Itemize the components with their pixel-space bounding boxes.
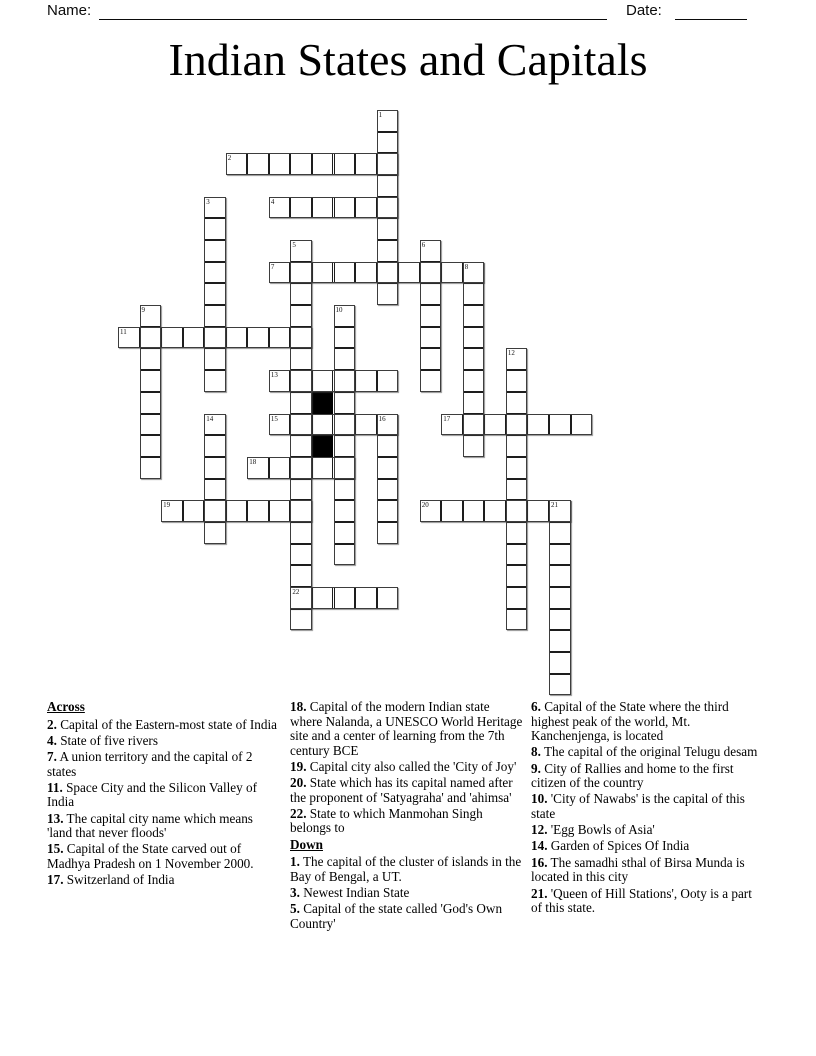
grid-cell[interactable] [290,262,312,284]
grid-cell[interactable] [334,435,356,457]
grid-cell[interactable] [377,587,399,609]
grid-cell[interactable] [398,262,420,284]
grid-cell[interactable] [204,348,226,370]
name-label: Name: [47,2,92,19]
clue-item: 13. The capital city name which means 'land that never floods' [47,810,253,841]
grid-cell[interactable] [140,327,162,349]
clue-item: 22. State to which Manmohan Singh belongs to [290,805,483,836]
grid-cell[interactable] [377,457,399,479]
grid-cell[interactable] [269,153,291,175]
grid-cell[interactable] [377,153,399,175]
clue-column [290,700,524,933]
grid-cell[interactable] [377,262,399,284]
clue-item: 21. 'Queen of Hill Stations', Ooty is a part of this state. [531,885,752,916]
grid-cell[interactable] [334,587,356,609]
grid-cell[interactable] [463,283,485,305]
grid-cell[interactable] [334,370,356,392]
cell-number: 15 [270,414,278,423]
grid-cell[interactable] [334,153,356,175]
grid-cell[interactable] [506,435,528,457]
grid-cell[interactable] [420,327,442,349]
grid-cell[interactable] [549,674,571,696]
clue-item: 5. Capital of the state called 'God's Own Country' [290,901,503,931]
clue-item: 6. Capital of the State where the third highest peak of the world, Mt. Kanchenjenga, is located [531,699,729,743]
cell-number: 8 [464,262,469,271]
clue-item: 19. Capital city also called the 'City of Joy' [290,758,517,774]
grid-cell[interactable] [334,414,356,436]
cell-number: 10 [335,306,343,315]
grid-cell[interactable] [290,197,312,219]
grid-cell[interactable] [463,262,485,284]
grid-cell[interactable] [506,479,528,501]
grid-cell[interactable] [355,153,377,175]
grid-cell[interactable] [290,305,312,327]
grid-cell[interactable] [204,522,226,544]
grid-cell[interactable] [312,414,334,436]
grid-cell[interactable] [183,327,205,349]
grid-cell[interactable] [377,479,399,501]
cell-number: 1 [378,111,383,119]
grid-cell[interactable] [204,479,226,501]
grid-cell[interactable] [506,457,528,479]
grid-cell[interactable] [269,370,291,392]
grid-cell[interactable] [506,370,528,392]
black-cell [312,392,334,414]
grid-cell[interactable] [290,435,312,457]
grid-cell[interactable] [140,435,162,457]
grid-cell[interactable] [377,218,399,240]
clue-item: 2. Capital of the Eastern-most state of India [47,716,277,732]
grid-cell[interactable] [377,370,399,392]
grid-cell[interactable] [377,197,399,219]
clue-item: 10. 'City of Nawabs' is the capital of this state [531,791,745,821]
grid-cell[interactable] [269,197,291,219]
grid-cell[interactable] [226,500,248,522]
grid-cell[interactable] [377,283,399,305]
grid-cell[interactable] [377,132,399,154]
grid-cell[interactable] [290,348,312,370]
grid-cell[interactable] [463,370,485,392]
grid-cell[interactable] [140,370,162,392]
cell-number: 20 [421,501,429,510]
cell-number: 14 [206,414,214,423]
clue-column [47,700,280,890]
cell-number: 4 [270,197,275,206]
black-cell [312,435,334,457]
grid-cell[interactable] [269,327,291,349]
grid-cell[interactable] [420,283,442,305]
grid-cell[interactable] [290,414,312,436]
grid-cell[interactable] [269,457,291,479]
cell-number: 22 [292,587,300,596]
grid-cell[interactable] [549,544,571,566]
cell-number: 2 [227,154,232,163]
grid-cell[interactable] [549,587,571,609]
grid-cell[interactable] [204,370,226,392]
grid-cell[interactable] [377,414,399,436]
grid-cell[interactable] [506,587,528,609]
grid-cell[interactable] [377,522,399,544]
grid-cell[interactable] [463,348,485,370]
grid-cell[interactable] [247,153,269,175]
grid-cell[interactable] [420,348,442,370]
cell-number: 21 [551,501,558,510]
grid-cell[interactable] [204,262,226,284]
grid-cell[interactable] [226,327,248,349]
grid-cell[interactable] [549,609,571,631]
grid-cell[interactable] [290,522,312,544]
grid-cell[interactable] [204,218,226,240]
grid-cell[interactable] [334,500,356,522]
grid-cell[interactable] [334,522,356,544]
grid-cell[interactable] [334,544,356,566]
grid-cell[interactable] [290,479,312,501]
across-header: Across [47,699,85,714]
grid-cell[interactable] [506,565,528,587]
cell-number: 12 [507,349,515,358]
grid-cell[interactable] [290,240,312,262]
grid-cell[interactable] [290,587,312,609]
clue-item: 18. Capital of the modern Indian state where Nalanda, a UNESCO World Heritage site and a center of learning from the 7th century BCE [290,699,523,758]
grid-cell[interactable] [549,630,571,652]
grid-cell[interactable] [420,305,442,327]
grid-cell[interactable] [334,305,356,327]
grid-cell[interactable] [312,153,334,175]
cell-number: 7 [270,262,275,271]
grid-cell[interactable] [334,457,356,479]
date-label: Date: [626,2,662,19]
grid-cell[interactable] [420,262,442,284]
grid-cell[interactable] [377,240,399,262]
clue-item: 20. State which has its capital named after the proponent of 'Satyagraha' and 'ahimsa' [290,775,513,805]
grid-cell[interactable] [334,327,356,349]
grid-cell[interactable] [441,500,463,522]
grid-cell[interactable] [506,609,528,631]
grid-cell[interactable] [118,327,140,349]
grid-cell[interactable] [312,197,334,219]
grid-cell[interactable] [506,500,528,522]
grid-cell[interactable] [290,392,312,414]
grid-cell[interactable] [204,240,226,262]
grid-cell[interactable] [140,348,162,370]
grid-cell[interactable] [204,457,226,479]
grid-cell[interactable] [484,414,506,436]
grid-cell[interactable] [140,392,162,414]
clue-item: 17. Switzerland of India [47,872,175,888]
grid-cell[interactable] [355,262,377,284]
grid-cell[interactable] [334,348,356,370]
clue-item: 16. The samadhi sthal of Birsa Munda is located in this city [531,854,745,885]
grid-cell[interactable] [484,500,506,522]
grid-cell[interactable] [247,500,269,522]
grid-cell[interactable] [571,414,593,436]
grid-cell[interactable] [355,197,377,219]
grid-cell[interactable] [269,500,291,522]
grid-cell[interactable] [355,370,377,392]
grid-cell[interactable] [204,197,226,219]
grid-cell[interactable] [506,522,528,544]
grid-cell[interactable] [226,153,248,175]
grid-cell[interactable] [463,392,485,414]
cell-number: 18 [249,457,257,466]
cell-number: 19 [163,501,171,510]
grid-cell[interactable] [334,197,356,219]
grid-cell[interactable] [204,500,226,522]
grid-cell[interactable] [506,414,528,436]
grid-cell[interactable] [247,327,269,349]
cell-number: 5 [292,241,296,250]
grid-cell[interactable] [355,414,377,436]
grid-cell[interactable] [549,414,571,436]
grid-cell[interactable] [441,262,463,284]
clue-item: 15. Capital of the State carved out of Madhya Pradesh on 1 November 2000. [47,841,254,871]
grid-cell[interactable] [527,414,549,436]
down-header: Down [290,836,323,852]
grid-cell[interactable] [549,522,571,544]
grid-cell[interactable] [161,327,183,349]
grid-cell[interactable] [463,435,485,457]
grid-cell[interactable] [463,414,485,436]
grid-cell[interactable] [377,175,399,197]
grid-cell[interactable] [204,305,226,327]
clue-item: 9. City of Rallies and home to the first citizen of the country [531,760,734,791]
cell-number: 6 [421,241,426,250]
clue-column [531,700,761,917]
grid-cell[interactable] [140,457,162,479]
grid-cell[interactable] [377,110,399,132]
grid-cell[interactable] [312,262,334,284]
clue-item: 11. Space City and the Silicon Valley of India [47,779,258,810]
grid-cell[interactable] [463,500,485,522]
cell-number: 3 [206,197,210,206]
grid-cell[interactable] [527,500,549,522]
grid-cell[interactable] [247,457,269,479]
grid-cell[interactable] [420,240,442,262]
grid-cell[interactable] [312,457,334,479]
grid-cell[interactable] [204,435,226,457]
grid-cell[interactable] [506,544,528,566]
cell-number: 17 [443,414,451,423]
grid-cell[interactable] [463,327,485,349]
grid-cell[interactable] [549,565,571,587]
grid-cell[interactable] [204,414,226,436]
clue-item: 1. The capital of the cluster of islands in the Bay of Bengal, a UT. [290,854,522,884]
grid-cell[interactable] [420,370,442,392]
cell-number: 13 [270,371,278,380]
cell-number: 11 [120,327,127,336]
grid-cell[interactable] [269,262,291,284]
grid-cell[interactable] [290,457,312,479]
cell-number: 16 [378,414,386,423]
grid-cell[interactable] [420,500,442,522]
grid-cell[interactable] [463,305,485,327]
clue-item: 7. A union territory and the capital of 2 states [47,749,253,779]
clue-item: 12. 'Egg Bowls of Asia' [531,822,655,838]
grid-cell[interactable] [549,652,571,674]
page-title: Indian States and Capitals [168,34,648,85]
grid-cell[interactable] [290,370,312,392]
grid-cell[interactable] [334,392,356,414]
grid-cell[interactable] [204,283,226,305]
grid-cell[interactable] [290,283,312,305]
grid-cell[interactable] [334,479,356,501]
grid-cell[interactable] [377,435,399,457]
grid-cell[interactable] [334,262,356,284]
grid-cell[interactable] [506,392,528,414]
grid-cell[interactable] [183,500,205,522]
grid-cell[interactable] [441,414,463,436]
grid-cell[interactable] [377,500,399,522]
grid-cell[interactable] [312,587,334,609]
grid-cell[interactable] [290,609,312,631]
clue-item: 14. Garden of Spices Of India [531,838,690,854]
clue-item: 3. Newest Indian State [290,884,410,900]
grid-cell[interactable] [290,500,312,522]
grid-cell[interactable] [290,153,312,175]
grid-cell[interactable] [290,565,312,587]
grid-cell[interactable] [290,327,312,349]
grid-cell[interactable] [355,587,377,609]
clue-item: 8. The capital of the original Telugu desam [531,744,758,760]
grid-cell[interactable] [204,327,226,349]
grid-cell[interactable] [140,305,162,327]
cell-number: 9 [141,306,146,315]
grid-cell[interactable] [161,500,183,522]
grid-cell[interactable] [312,370,334,392]
clue-item: 4. State of five rivers [47,732,158,748]
grid-cell[interactable] [549,500,571,522]
grid-cell[interactable] [290,544,312,566]
grid-cell[interactable] [506,348,528,370]
grid-cell[interactable] [140,414,162,436]
grid-cell[interactable] [269,414,291,436]
